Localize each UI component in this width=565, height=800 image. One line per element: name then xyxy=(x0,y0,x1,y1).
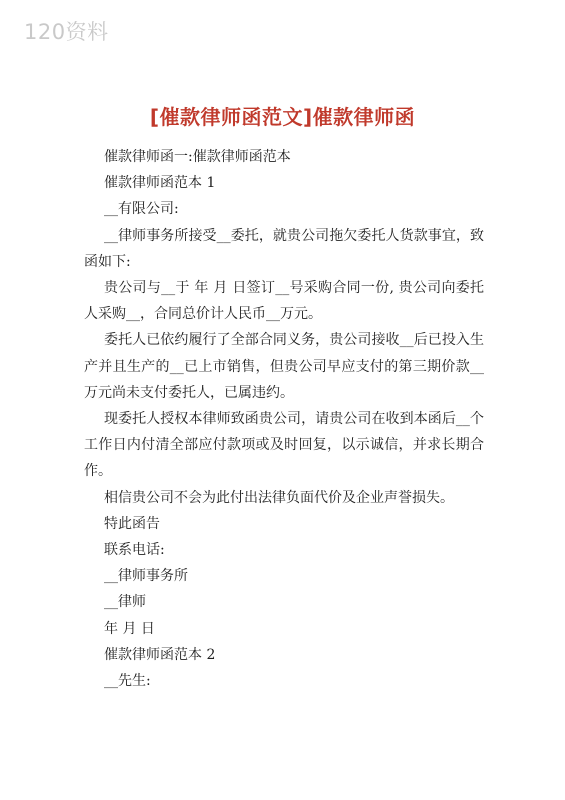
document-title: [催款律师函范文]催款律师函 xyxy=(149,105,416,130)
paragraph-closing: 特此函告 xyxy=(104,515,160,532)
watermark-logo: 120资料 xyxy=(24,20,109,44)
paragraph-warning: 相信贵公司不会为此付出法律负面代价及企业声誉损失。 xyxy=(104,489,454,506)
paragraph-addressee: __有限公司: xyxy=(104,201,179,218)
paragraph-template-2-heading: 催款律师函范本 2 xyxy=(104,646,216,663)
paragraph-intro: __律师事务所接受__委托，就贵公司拖欠委托人货款事宜，致函如下: xyxy=(84,227,484,270)
paragraph-demand: 现委托人授权本律师致函贵公司，请贵公司在收到本函后__个工作日内付清全部应付款项或及时回复，以示诚信，并求长期合作。 xyxy=(84,411,484,480)
paragraph-template-1-heading: 催款律师函范本 1 xyxy=(104,175,216,192)
paragraph-contact-phone: 联系电话: xyxy=(104,542,165,559)
paragraph-breach: 委托人已依约履行了全部合同义务，贵公司接收__后已投入生产并且生产的__已上市销售，但贵公司早应支付的第三期价款__万元尚未支付委托人，已属违约。 xyxy=(84,332,484,401)
paragraph-date: 年 月 日 xyxy=(104,620,155,637)
paragraph-contract: 贵公司与__于 年 月 日签订__号采购合同一份, 贵公司向委托人采购__，合同总价计人民币__万元。 xyxy=(84,280,484,323)
paragraph-lawyer: __律师 xyxy=(104,594,146,611)
paragraph-law-firm: __律师事务所 xyxy=(104,568,188,585)
paragraph-addressee-2: __先生: xyxy=(104,673,151,690)
document-body xyxy=(84,144,484,694)
paragraph-subtitle: 催款律师函一:催款律师函范本 xyxy=(104,149,291,165)
